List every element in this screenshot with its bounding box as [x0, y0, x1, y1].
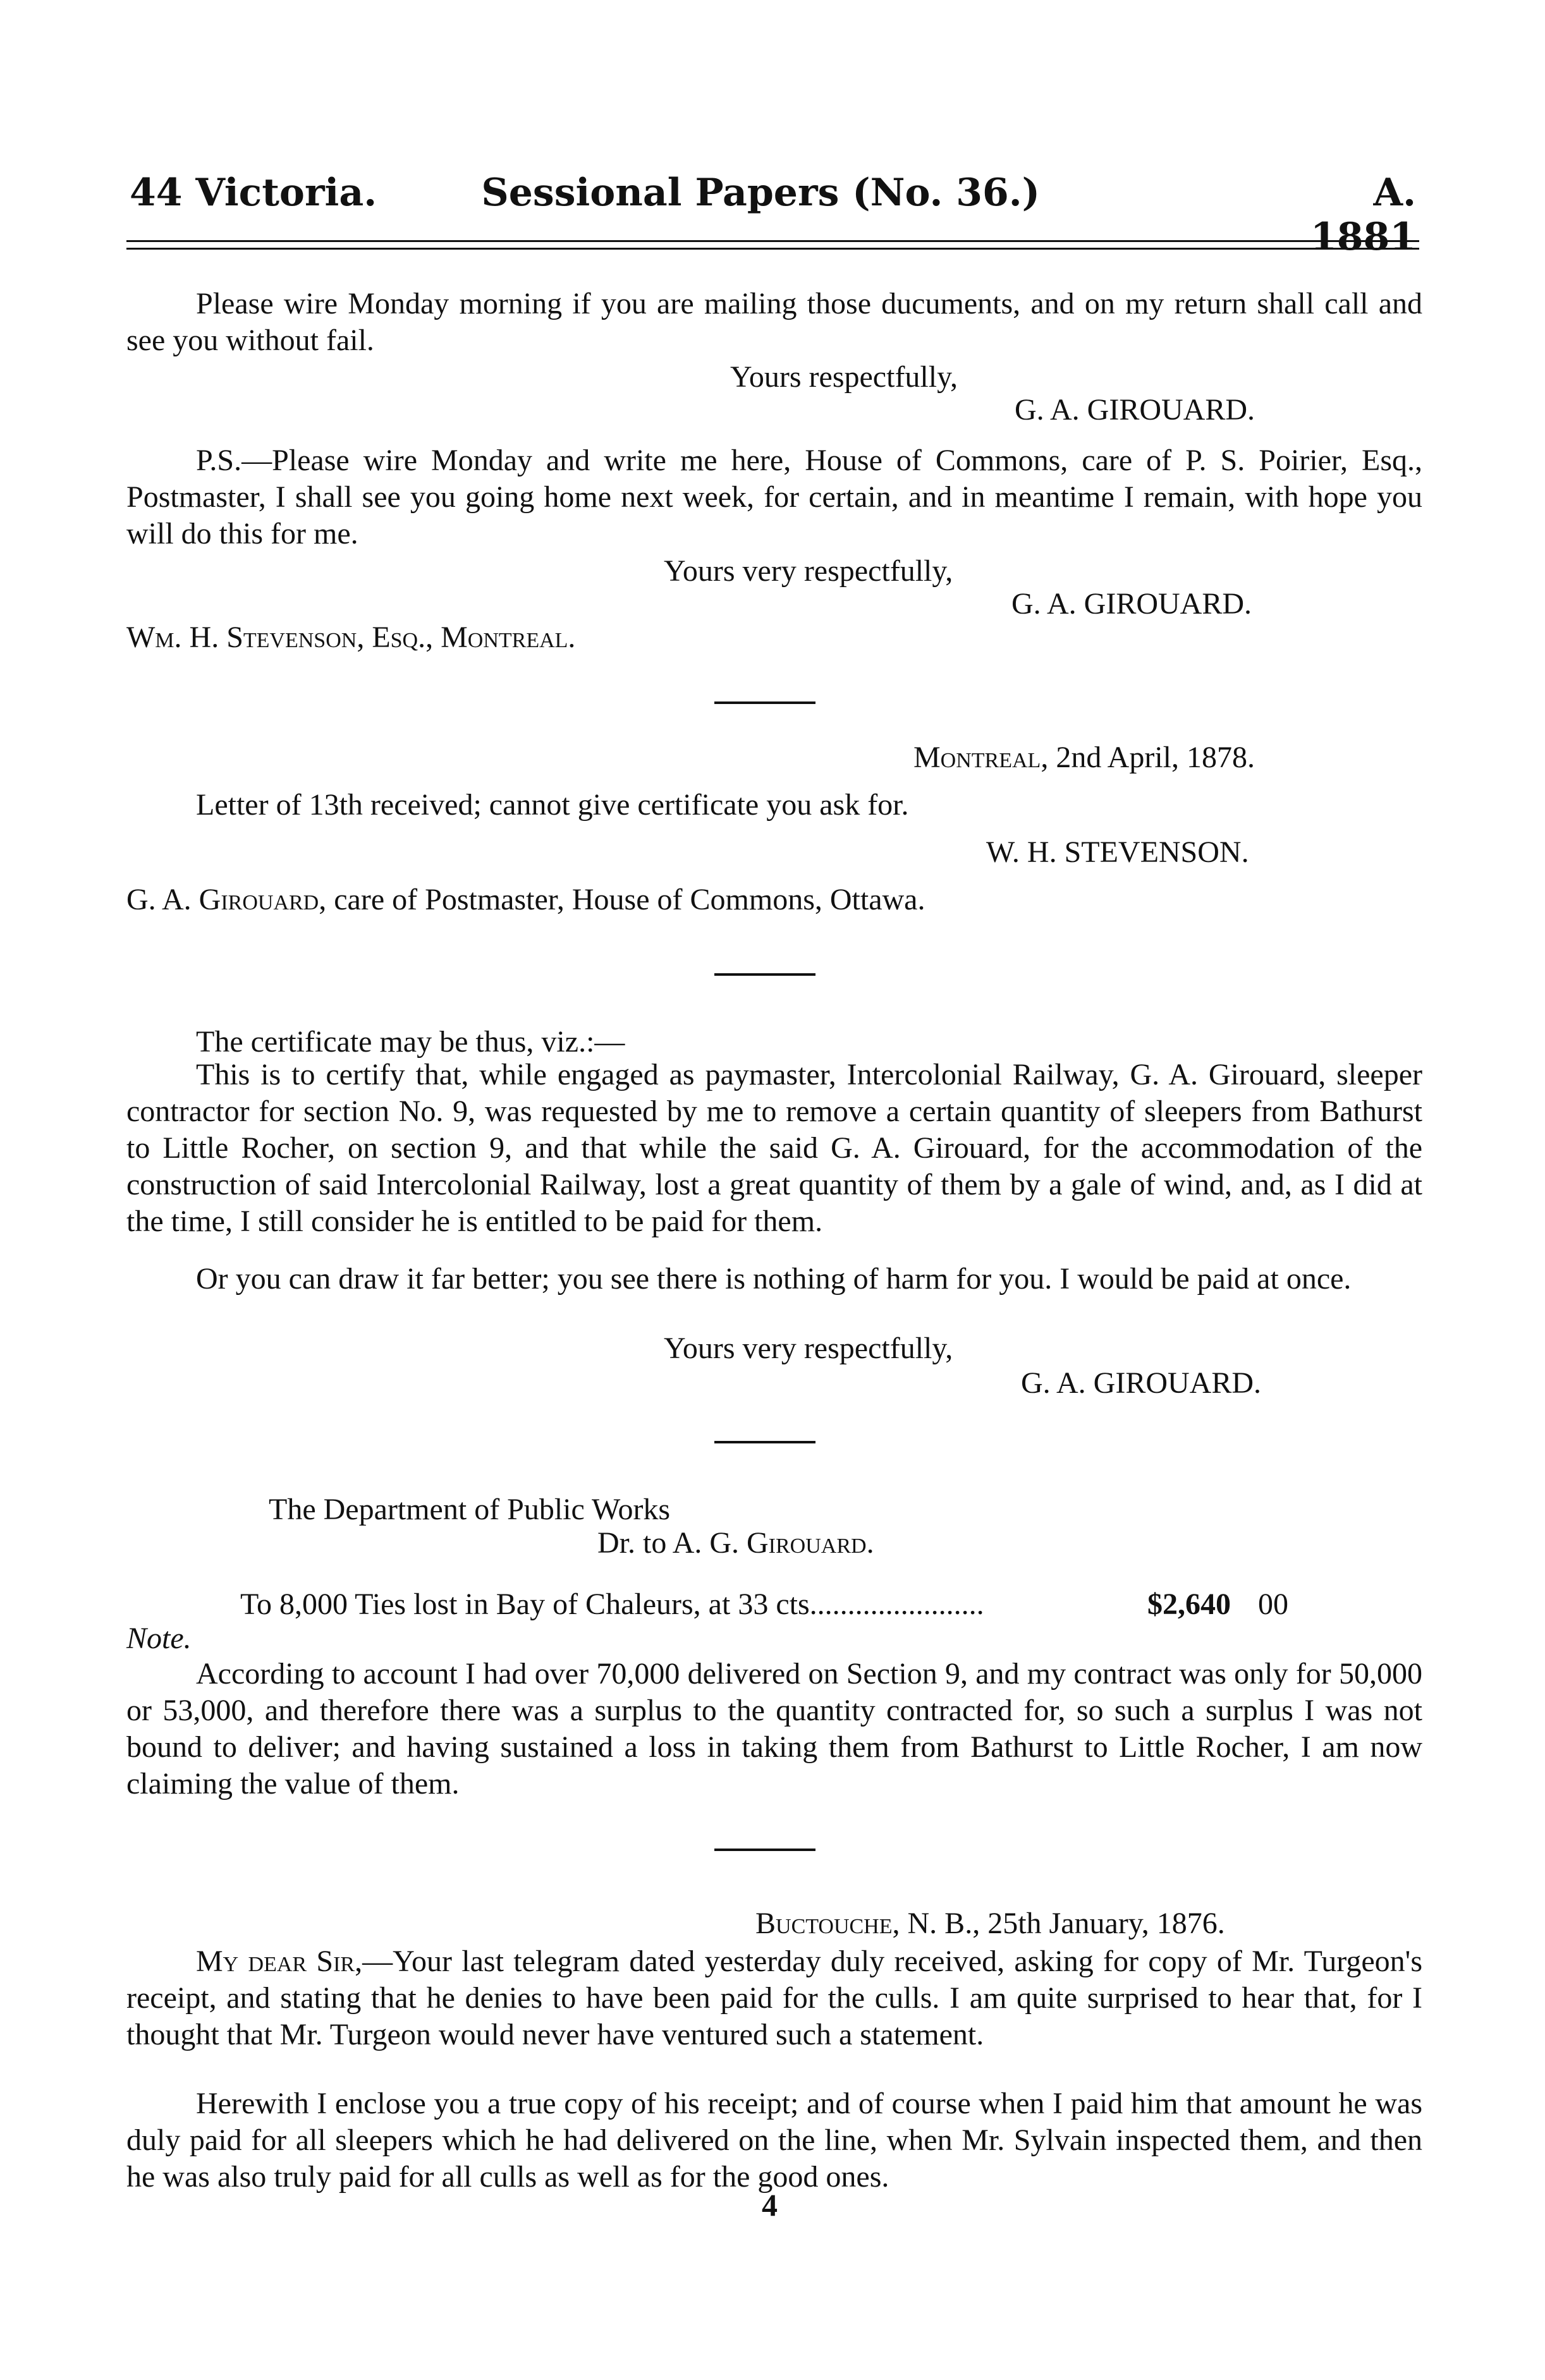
telegram-signature: W. H. STEVENSON.	[986, 835, 1249, 869]
letter2-date: N. B., 25th January, 1876.	[907, 1907, 1225, 1940]
account-item: To 8,000 Ties lost in Bay of Chaleurs, at 33 cts.......................	[240, 1588, 984, 1621]
telegram-dateline	[913, 739, 1255, 776]
separator	[714, 973, 815, 976]
letter2-paragraph-1	[126, 1943, 1422, 2053]
header-rule-top	[126, 240, 1419, 242]
telegram-body: Letter of 13th received; cannot give certificate you ask for.	[196, 788, 909, 822]
header-session: 44 Victoria.	[130, 171, 377, 215]
account-debtor-name: Girouard.	[747, 1526, 874, 1560]
separator	[714, 1441, 815, 1443]
letter2-dateline	[755, 1905, 1225, 1942]
certificate-intro: The certificate may be thus, viz.:—	[196, 1025, 625, 1059]
note-body: According to account I had over 70,000 delivered on Section 9, and my contract was only for 50,000 or 53,000, and therefore there was a surplus to the quantity contracted for, so such a surplus I was not bound to deliver; and having sustained a loss in taking them from Bathurst to Little Rocher, I am now claiming the value of them.	[126, 1657, 1422, 1800]
certificate-body2: Or you can draw it far better; you see there is nothing of harm for you. I would be paid at once.	[196, 1262, 1352, 1296]
certificate-signature: G. A. GIROUARD.	[1021, 1366, 1262, 1400]
telegram-addressee-name: G. A. Girouard,	[126, 883, 327, 916]
separator	[714, 1849, 815, 1851]
letter1-body: Please wire Monday morning if you are mailing those ducuments, and on my return shall call and see you without fail.	[126, 287, 1422, 357]
separator	[714, 701, 815, 704]
header-year: A. 1881	[1310, 171, 1416, 259]
certificate-closing: Yours very respectfully,	[664, 1332, 953, 1365]
letter1-postscript: P.S.—Please wire Monday and write me here, House of Commons, care of P. S. Poirier, Esq., Postmaster, I shall see you going home next week, for certain, and in meantime I remain, with hope you will do this for me.	[126, 444, 1422, 550]
letter2-paragraph-2: Herewith I enclose you a true copy of his receipt; and of course when I paid him that amount he was duly paid for all sleepers which he had delivered on the line, when Mr. Sylvain inspected them, and then he was also truly paid for all culls as well as for the good ones.	[126, 2087, 1422, 2194]
running-header	[0, 171, 1545, 259]
letter1-ps-closing: Yours very respectfully,	[664, 554, 953, 588]
account-amount: $2,640	[1147, 1588, 1231, 1621]
certificate-body: This is to certify that, while engaged as paymaster, Intercolonial Railway, G. A. Girouard, sleeper contractor for section No. 9, was requested by me to remove a certain quantity of sleepers from Bathurst to Little Rocher, on section 9, and that while the said G. A. Girouard, for the accommodation of the construction of said Intercolonial Railway, lost a great quantity of them by a gale of wind, and, as I did at the time, I still consider he is entitled to be paid for them.	[126, 1058, 1422, 1238]
letter1-addressee: Wm. H. Stevenson, Esq., Montreal.	[126, 621, 576, 654]
account-cents: 00	[1258, 1588, 1288, 1621]
letter1-signature: G. A. GIROUARD.	[1015, 393, 1255, 427]
page-number: 4	[762, 2187, 778, 2223]
header-title: Sessional Papers (No. 36.)	[481, 171, 1040, 215]
account-debtor	[597, 1525, 874, 1562]
letter2-p1-text: —Your last telegram dated yesterday duly received, asking for copy of Mr. Turgeon's receipt, and stating that he denies to have been paid for the culls. I am quite surprised to hear that, for I thought that Mr. Turgeon would never have ventured such a statement.	[126, 1945, 1422, 2051]
telegram-addressee	[126, 882, 925, 918]
letter1-closing: Yours respectfully,	[730, 360, 958, 394]
letter1-ps-signature: G. A. GIROUARD.	[1011, 587, 1252, 621]
header-rule-bottom	[126, 248, 1419, 250]
letter2-place: Buctouche,	[755, 1907, 900, 1940]
account-debtor-prefix: Dr. to A. G.	[597, 1526, 740, 1560]
telegram-date: 2nd April, 1878.	[1056, 741, 1255, 774]
telegram-addressee-rest: care of Postmaster, House of Commons, Ottawa.	[334, 883, 925, 916]
account-title: The Department of Public Works	[269, 1493, 671, 1526]
letter2-salutation: My dear Sir,	[196, 1945, 363, 1978]
telegram-place: Montreal,	[913, 741, 1049, 774]
note-label: Note.	[126, 1622, 192, 1655]
